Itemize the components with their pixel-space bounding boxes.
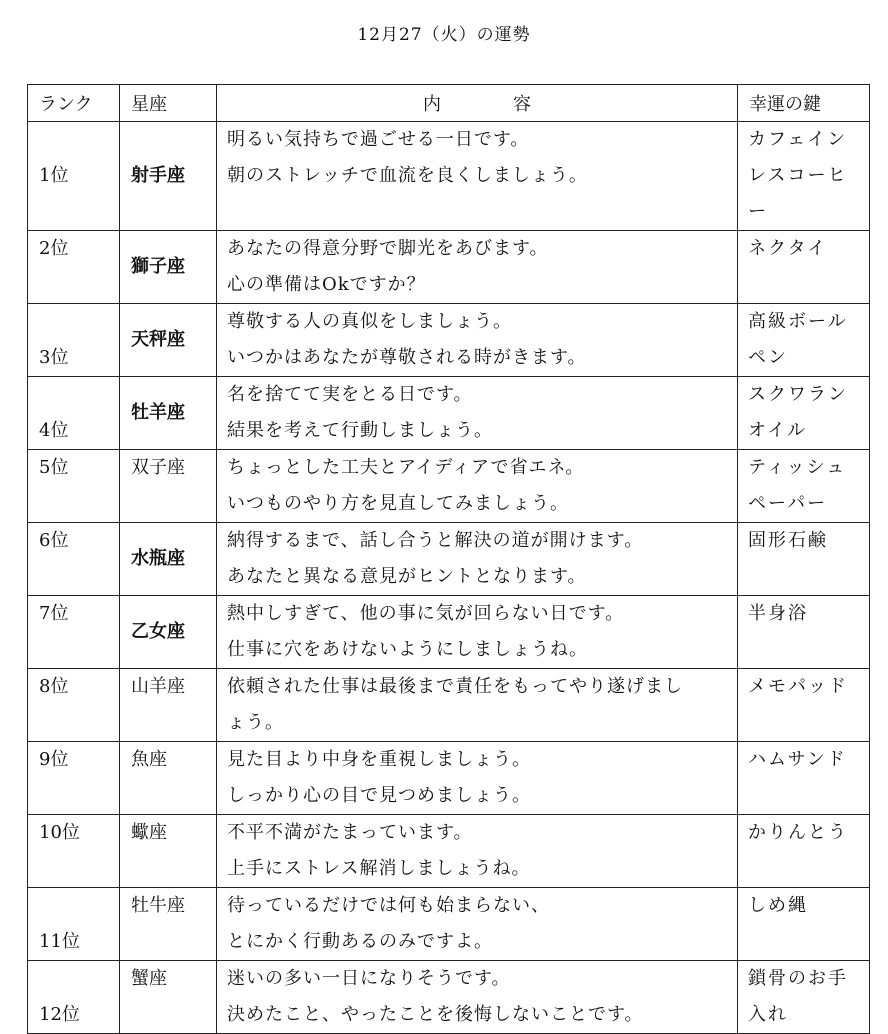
lucky-key-text: 鎖骨のお手入れ: [748, 968, 848, 1025]
lucky-key-cell: [738, 669, 870, 742]
rank-cell: 1位: [28, 122, 120, 231]
content-line: あなたの得意分野で脚光をあびます。: [227, 238, 549, 259]
header-key: 幸運の鍵: [738, 85, 870, 122]
table-row: [28, 596, 870, 669]
lucky-key-text: かりんとう: [748, 822, 848, 843]
header-row: [28, 85, 870, 122]
rank-cell: 9位: [28, 742, 120, 815]
content-line: 仕事に穴をあけないようにしましょうね。: [227, 639, 588, 660]
lucky-key-cell: [738, 377, 870, 450]
lucky-key-cell: [738, 961, 870, 1034]
rank-cell: 10位: [28, 815, 120, 888]
header-content-b: 容: [513, 94, 531, 115]
content-line: 上手にストレス解消しましょうね。: [227, 858, 531, 879]
content-line: とにかく行動あるのみですよ。: [227, 931, 493, 952]
sign-cell: 乙女座: [120, 596, 217, 669]
content-line: 見た目より中身を重視しましょう。: [227, 749, 531, 770]
sign-cell: 魚座: [120, 742, 217, 815]
content-cell: [217, 450, 738, 523]
lucky-key-text: 半身浴: [748, 603, 808, 624]
sign-cell: 天秤座: [120, 304, 217, 377]
sign-cell: 蟹座: [120, 961, 217, 1034]
sign-cell: 射手座: [120, 122, 217, 231]
lucky-key-cell: [738, 231, 870, 304]
lucky-key-cell: [738, 596, 870, 669]
content-cell: [217, 523, 738, 596]
lucky-key-text: スクワランオイル: [748, 384, 848, 441]
rank-cell: 4位: [28, 377, 120, 450]
content-cell: [217, 742, 738, 815]
table-row: [28, 961, 870, 1034]
table-row: [28, 523, 870, 596]
lucky-key-cell: [738, 122, 870, 231]
content-cell: [217, 669, 738, 742]
lucky-key-text: カフェインレスコーヒー: [748, 129, 848, 222]
content-line: 名を捨てて実をとる日です。: [227, 384, 473, 405]
content-line: 決めたこと、やったことを後悔しないことです。: [227, 1004, 644, 1025]
rank-cell: 11位: [28, 888, 120, 961]
table-row: [28, 122, 870, 231]
lucky-key-text: ネクタイ: [748, 238, 828, 259]
rank-cell: 3位: [28, 304, 120, 377]
content-line: 待っているだけでは何も始まらない、: [227, 895, 550, 916]
header-rank: ランク: [28, 85, 120, 122]
rank-cell: 8位: [28, 669, 120, 742]
content-cell: [217, 304, 738, 377]
table-row: [28, 450, 870, 523]
table-row: [28, 742, 870, 815]
table-row: [28, 231, 870, 304]
sign-cell: 牡牛座: [120, 888, 217, 961]
table-row: [28, 377, 870, 450]
content-line: いつものやり方を見直してみましょう。: [227, 493, 569, 514]
lucky-key-cell: [738, 450, 870, 523]
table-row: [28, 815, 870, 888]
content-line: ょう。: [227, 712, 284, 733]
table-row: [28, 304, 870, 377]
header-content: [217, 85, 738, 122]
content-cell: [217, 596, 738, 669]
content-line: 依頼された仕事は最後まで責任をもってやり遂げまし: [227, 676, 683, 697]
content-line: しっかり心の目で見つめましょう。: [227, 785, 531, 806]
sign-cell: 山羊座: [120, 669, 217, 742]
lucky-key-text: ティッシュペーパー: [748, 457, 847, 514]
content-line: 明るい気持ちで過ごせる一日です。: [227, 129, 530, 150]
lucky-key-cell: [738, 888, 870, 961]
content-cell: [217, 815, 738, 888]
content-line: 尊敬する人の真似をしましょう。: [227, 311, 512, 332]
content-cell: [217, 961, 738, 1034]
page-title: 12月27（火）の運勢: [357, 25, 531, 45]
lucky-key-text: 高級ボールペン: [748, 311, 848, 368]
content-cell: [217, 888, 738, 961]
fortune-table: [27, 84, 870, 1034]
content-line: 納得するまで、話し合うと解決の道が開けます。: [227, 530, 644, 551]
header-sign: 星座: [120, 85, 217, 122]
content-line: ちょっとした工夫とアイディアで省エネ。: [227, 457, 585, 478]
content-line: 熱中しすぎて、他の事に気が回らない日です。: [227, 603, 625, 624]
sign-cell: 水瓶座: [120, 523, 217, 596]
content-line: 結果を考えて行動しましょう。: [227, 420, 493, 441]
content-line: いつかはあなたが尊敬される時がきます。: [227, 347, 587, 368]
sign-cell: 獅子座: [120, 231, 217, 304]
content-line: 不平不満がたまっています。: [227, 822, 473, 843]
content-cell: [217, 231, 738, 304]
sign-cell: 牡羊座: [120, 377, 217, 450]
content-cell: [217, 122, 738, 231]
lucky-key-cell: [738, 742, 870, 815]
rank-cell: 12位: [28, 961, 120, 1034]
sign-cell: 蠍座: [120, 815, 217, 888]
lucky-key-text: しめ縄: [748, 895, 808, 916]
rank-cell: 5位: [28, 450, 120, 523]
content-line: 朝のストレッチで血流を良くしましょう。: [227, 165, 588, 186]
content-line: あなたと異なる意見がヒントとなります。: [227, 566, 587, 587]
table-row: [28, 669, 870, 742]
rank-cell: 6位: [28, 523, 120, 596]
header-content-a: 内: [423, 94, 441, 115]
lucky-key-text: メモパッド: [748, 676, 848, 697]
lucky-key-text: ハムサンド: [748, 749, 847, 770]
rank-cell: 2位: [28, 231, 120, 304]
content-line: 心の準備はOkですか？: [227, 274, 426, 295]
lucky-key-cell: [738, 304, 870, 377]
rank-cell: 7位: [28, 596, 120, 669]
lucky-key-cell: [738, 523, 870, 596]
lucky-key-cell: [738, 815, 870, 888]
lucky-key-text: 固形石鹸: [748, 530, 828, 551]
sign-cell: 双子座: [120, 450, 217, 523]
content-cell: [217, 377, 738, 450]
content-line: 迷いの多い一日になりそうです。: [227, 968, 511, 989]
table-row: [28, 888, 870, 961]
